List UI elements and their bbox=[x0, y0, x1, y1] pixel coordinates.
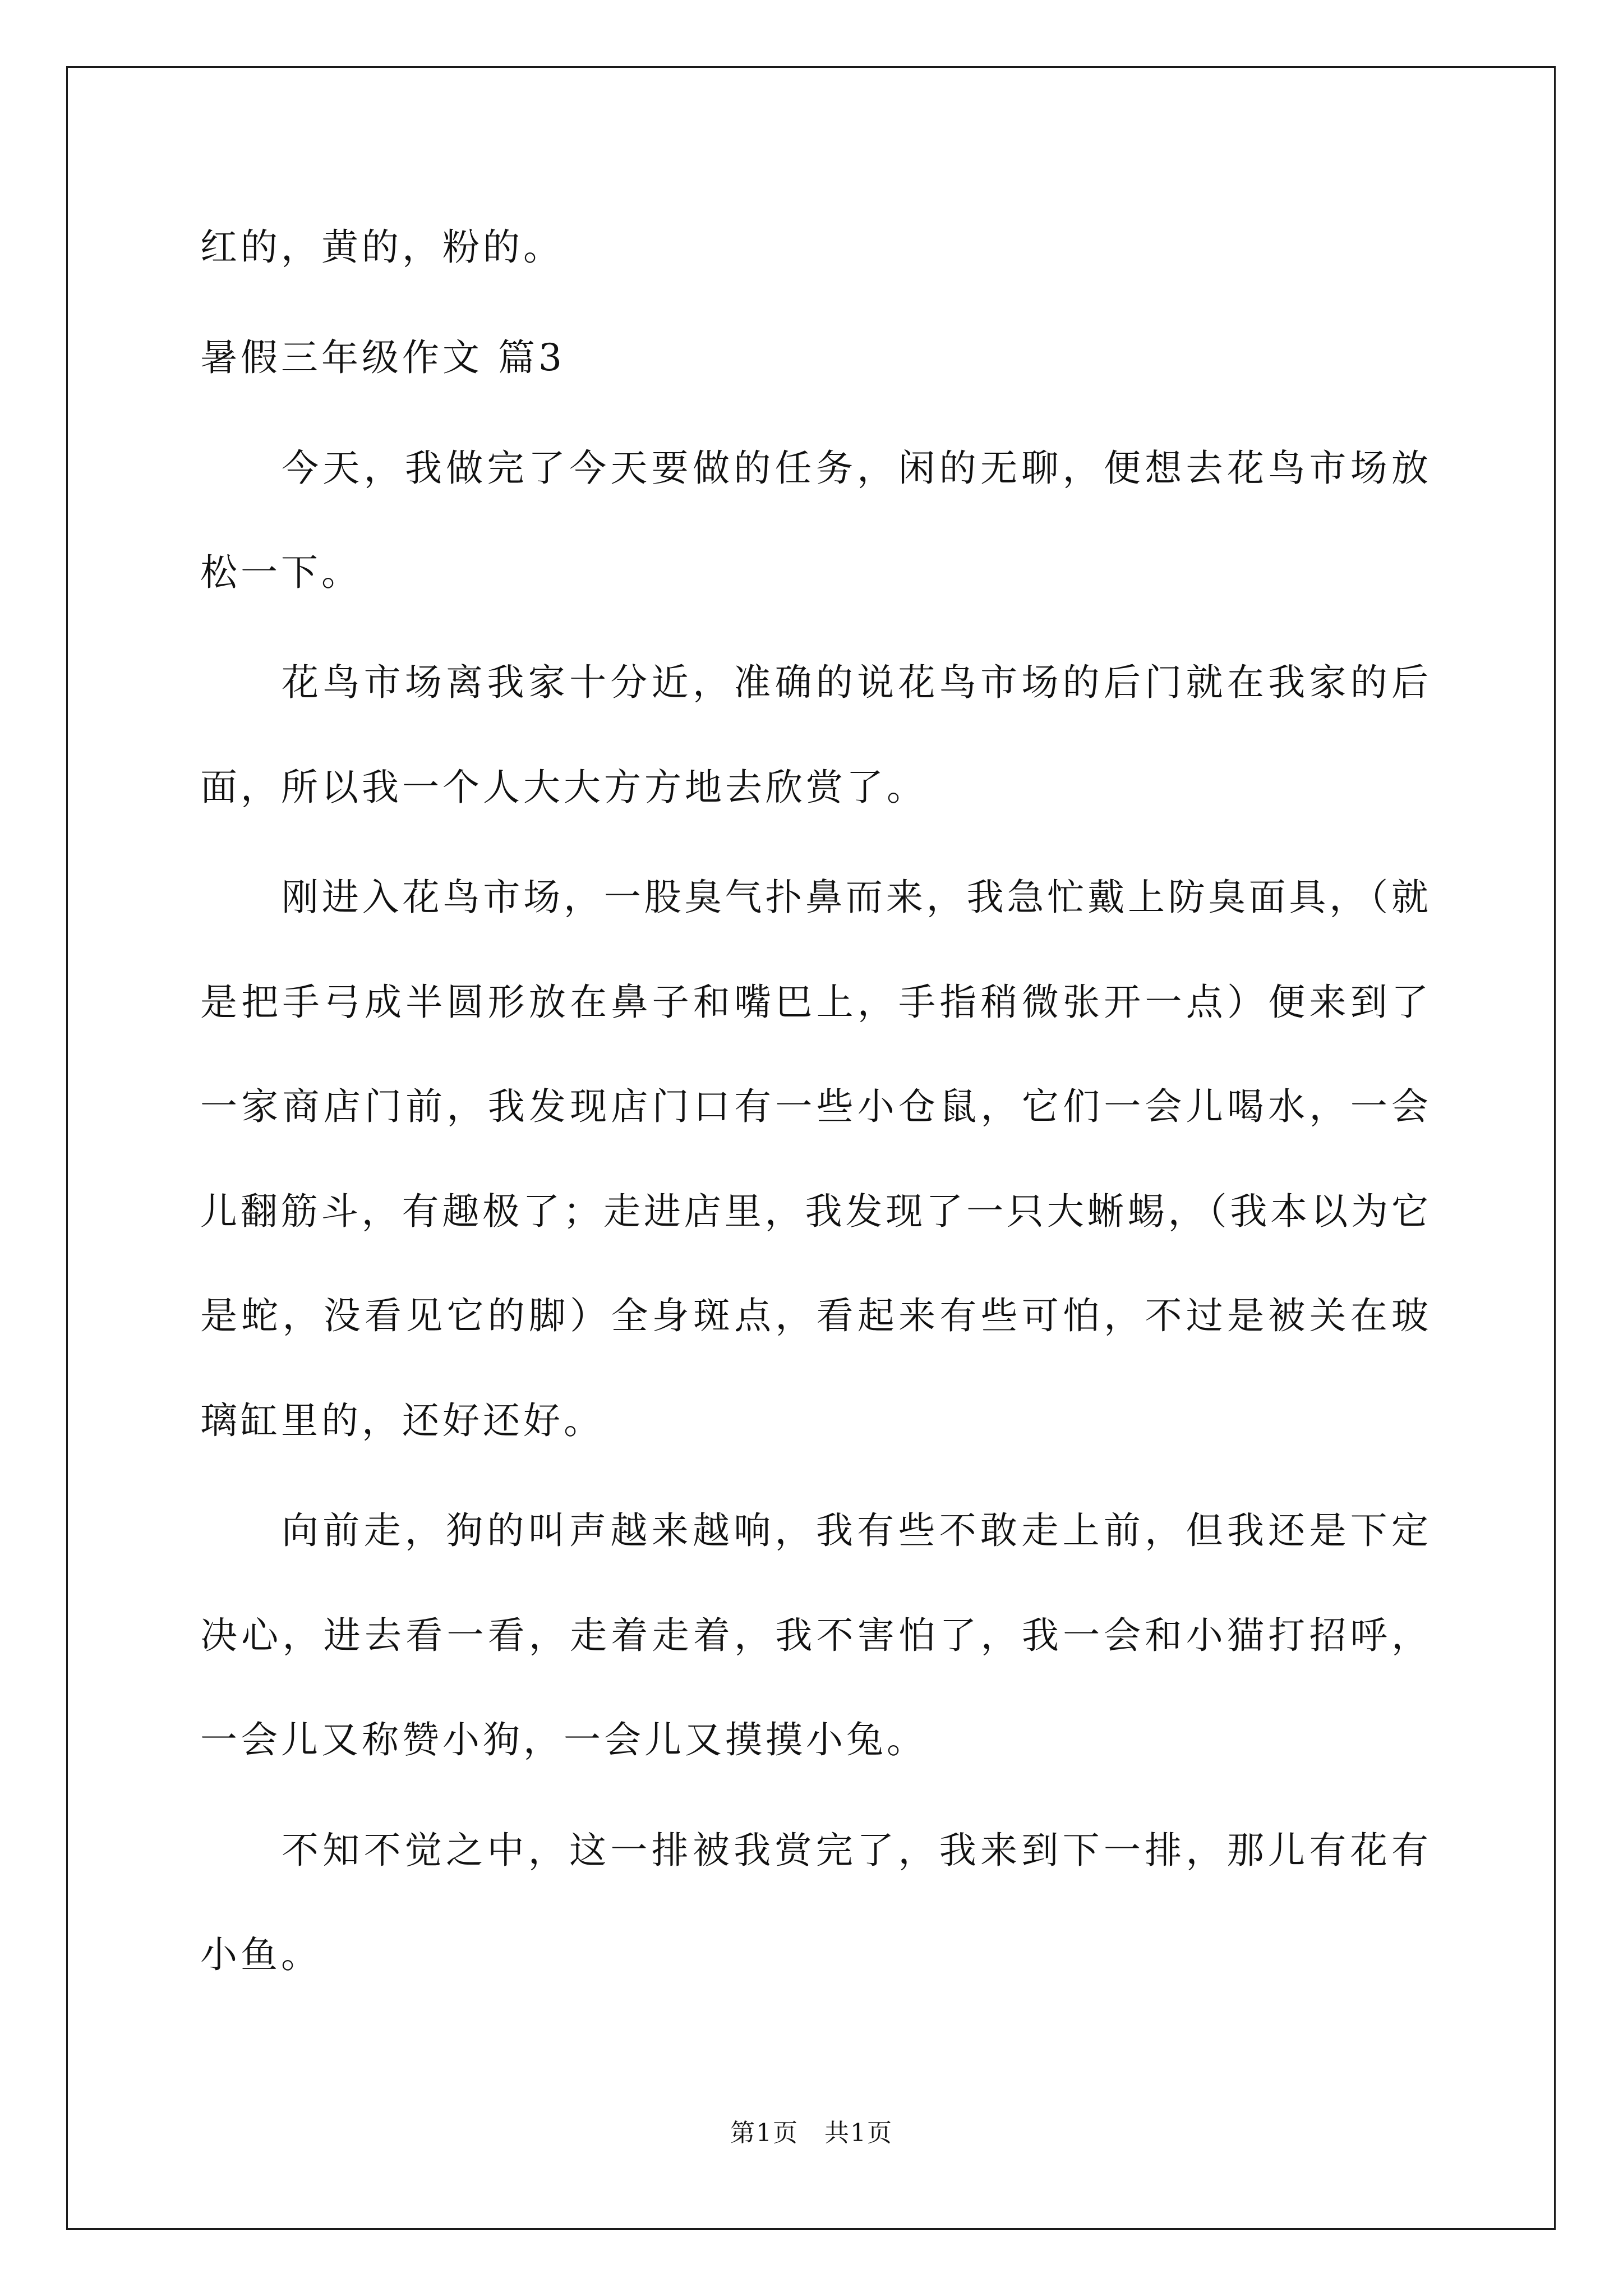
page-number-footer: 第1页 共1页 bbox=[730, 2119, 893, 2147]
paragraph-line: 刚进入花鸟市场，一股臭气扑鼻而来，我急忙戴上防臭面具，（就 bbox=[282, 876, 1428, 919]
paragraph-line: 是把手弓成半圆形放在鼻子和嘴巴上，手指稍微张开一点）便来到了 bbox=[200, 981, 1428, 1024]
paragraph-line: 决心，进去看一看，走着走着，我不害怕了，我一会和小猫打招呼， bbox=[200, 1614, 1428, 1657]
paragraph-line: 向前走，狗的叫声越来越响，我有些不敢走上前，但我还是下定 bbox=[282, 1509, 1428, 1552]
paragraph-line: 不知不觉之中，这一排被我赏完了，我来到下一排，那儿有花有 bbox=[282, 1829, 1428, 1872]
paragraph-line: 一会儿又称赞小狗，一会儿又摸摸小兔。 bbox=[200, 1718, 927, 1761]
paragraph-line: 一家商店门前，我发现店门口有一些小仓鼠，它们一会儿喝水，一会 bbox=[200, 1085, 1428, 1128]
paragraph-line: 小鱼。 bbox=[200, 1933, 321, 1976]
paragraph-line: 是蛇，没看见它的脚）全身斑点，看起来有些可怕，不过是被关在玻 bbox=[200, 1294, 1428, 1337]
paragraph-line: 面，所以我一个人大大方方地去欣赏了。 bbox=[200, 766, 927, 809]
section-heading: 暑假三年级作文 篇3 bbox=[200, 336, 565, 379]
paragraph-line: 花鸟市场离我家十分近，准确的说花鸟市场的后门就在我家的后 bbox=[282, 661, 1428, 704]
text-line: 红的，黄的，粉的。 bbox=[200, 226, 564, 269]
paragraph-line: 璃缸里的，还好还好。 bbox=[200, 1399, 604, 1442]
paragraph-line: 儿翻筋斗，有趣极了；走进店里，我发现了一只大蜥蜴，（我本以为它 bbox=[200, 1190, 1428, 1233]
paragraph-line: 今天，我做完了今天要做的任务，闲的无聊，便想去花鸟市场放 bbox=[282, 447, 1428, 490]
page-border bbox=[66, 66, 1556, 2230]
paragraph-line: 松一下。 bbox=[200, 551, 362, 594]
